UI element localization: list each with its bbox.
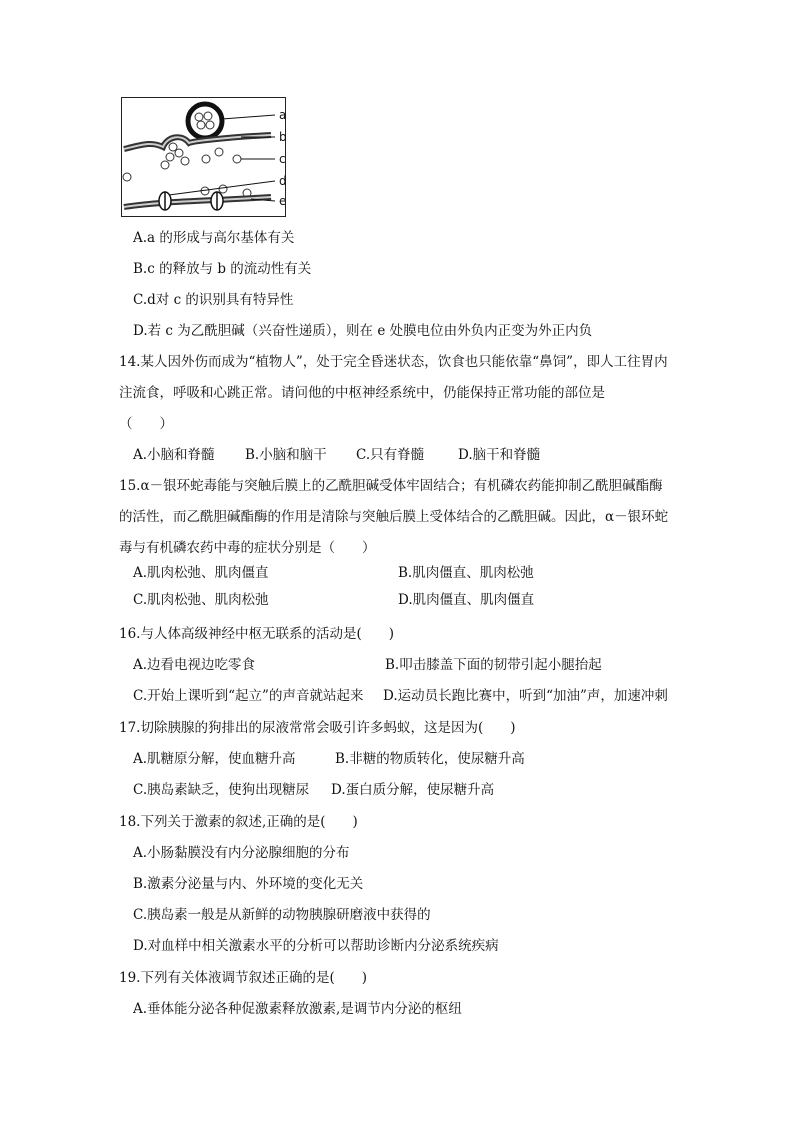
q19-option-a: A.垂体能分泌各种促激素释放激素,是调节内分泌的枢纽 — [133, 1001, 462, 1017]
q17-option-a: A.肌糖原分解，使血糖升高 — [133, 751, 296, 767]
q15-option-b: B.肌肉僵直、肌肉松弛 — [398, 565, 534, 581]
q13-option-c: C.d对 c 的识别具有特异性 — [133, 292, 294, 308]
q16-option-c: C.开始上课听到“起立”的声音就站起来 — [133, 688, 364, 704]
q14-option-c: C.只有脊髓 — [356, 447, 425, 463]
q18-option-a: A.小肠黏膜没有内分泌腺细胞的分布 — [133, 845, 350, 861]
q15-option-d: D.肌肉僵直、肌肉僵直 — [398, 592, 535, 608]
q18-option-c: C.胰岛素一般是从新鲜的动物胰腺研磨液中获得的 — [133, 907, 431, 923]
vesicle-a — [188, 104, 222, 138]
q13-option-b: B.c 的释放与 b 的流动性有关 — [133, 261, 312, 277]
q14-option-b: B.小脑和脑干 — [245, 447, 327, 463]
q19-stem: 19.下列有关体液调节叙述正确的是( ) — [119, 970, 368, 986]
label-d: d — [279, 174, 287, 188]
label-a: a — [279, 108, 287, 122]
label-e: e — [279, 194, 287, 208]
q17-stem: 17.切除胰腺的狗排出的尿液常常会吸引许多蚂蚁，这是因为( ) — [119, 720, 516, 736]
label-c: c — [279, 152, 286, 166]
q16-stem: 16.与人体高级神经中枢无联系的活动是( ) — [119, 626, 395, 642]
q17-option-b: B.非糖的物质转化，使尿糖升高 — [335, 751, 525, 767]
synapse-diagram — [121, 97, 286, 217]
q13-option-d: D.若 c 为乙酰胆碱（兴奋性递质），则在 e 处膜电位由外负内正变为外正内负 — [133, 323, 593, 339]
q14-option-d: D.脑干和脊髓 — [458, 447, 541, 463]
q14-stem-1: 14.某人因外伤而成为“植物人”，处于完全昏迷状态，饮食也只能依靠“鼻饲”，即人工往胃内 — [119, 354, 668, 370]
q13-option-a: A.a 的形成与高尔基体有关 — [133, 230, 295, 246]
q16-option-a: A.边看电视边吃零食 — [133, 657, 256, 673]
q15-option-c: C.肌肉松弛、肌肉松弛 — [133, 592, 269, 608]
q15-option-a: A.肌肉松弛、肌肉僵直 — [133, 565, 269, 581]
q16-option-d: D.运动员长跑比赛中，听到“加油”声，加速冲刺 — [383, 688, 668, 704]
q15-stem-3: 毒与有机磷农药中毒的症状分别是（ ） — [119, 540, 376, 556]
q15-stem-2: 的活性，而乙酰胆碱酯酶的作用是清除与突触后膜上受体结合的乙酰胆碱。因此，α－银环蛇 — [119, 509, 669, 525]
q17-option-d: D.蛋白质分解，使尿糖升高 — [331, 782, 495, 798]
q17-option-c: C.胰岛素缺乏，使狗出现糖尿 — [133, 782, 310, 798]
q18-option-b: B.激素分泌量与内、外环境的变化无关 — [133, 876, 364, 892]
q18-stem: 18.下列关于激素的叙述,正确的是( ) — [119, 814, 358, 830]
q14-stem-3: （ ） — [119, 416, 173, 432]
q14-stem-2: 注流食，呼吸和心跳正常。请问他的中枢神经系统中，仍能保持正常功能的部位是 — [119, 385, 605, 401]
q15-stem-1: 15.α－银环蛇毒能与突触后膜上的乙酰胆碱受体牢固结合；有机磷农药能抑制乙酰胆碱酯酶 — [119, 478, 663, 494]
label-b: b — [279, 130, 287, 144]
q16-option-b: B.叩击膝盖下面的韧带引起小腿抬起 — [385, 657, 602, 673]
synapse-diagram-svg — [121, 97, 286, 217]
q18-option-d: D.对血样中相关激素水平的分析可以帮助诊断内分泌系统疾病 — [133, 938, 499, 954]
q14-option-a: A.小脑和脊髓 — [133, 447, 215, 463]
